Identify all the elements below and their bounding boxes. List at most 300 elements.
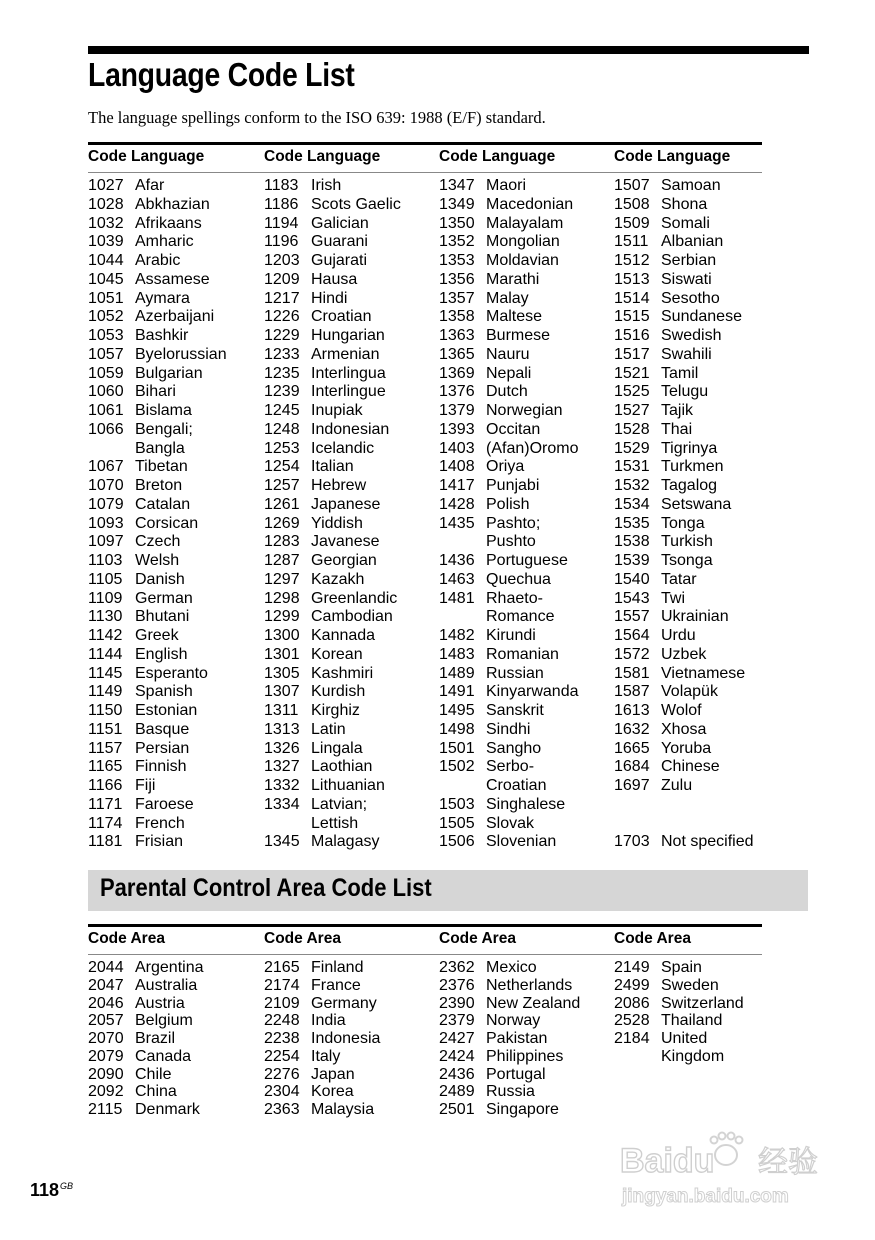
language-name-cell: Danish — [135, 570, 185, 588]
code-cell: 1516 — [614, 327, 650, 344]
language-row — [614, 515, 754, 534]
language-name-cell: Uzbek — [661, 645, 707, 663]
code-cell: 1261 — [264, 495, 300, 513]
language-name-cell: Romanian — [486, 645, 559, 663]
language-name-header: Language — [302, 148, 381, 165]
language-name-cell: Italian — [311, 458, 354, 476]
language-row — [614, 477, 754, 496]
language-row — [264, 683, 401, 702]
language-name-cell: Maltese — [486, 308, 543, 326]
language-row — [264, 740, 401, 759]
code-cell: 1703 — [614, 833, 650, 851]
language-name-cell: Telugu — [661, 383, 709, 401]
code-cell: 1130 — [88, 608, 123, 626]
language-row — [88, 683, 227, 702]
code-cell: 2046 — [88, 994, 124, 1012]
language-name-cell: Swahili — [661, 345, 712, 363]
language-name-cell: Tatar — [661, 570, 697, 588]
code-cell: 1305 — [264, 664, 300, 682]
language-name-cell: Albanian — [661, 233, 724, 251]
code-cell: 1194 — [264, 214, 299, 232]
language-name-cell: Siswati — [661, 270, 712, 288]
language-row — [439, 571, 579, 590]
language-name-cell: Nauru — [486, 345, 530, 363]
language-name-cell: Welsh — [135, 552, 180, 569]
language-row — [88, 496, 227, 515]
code-cell: 1039 — [88, 233, 124, 251]
language-row — [264, 177, 401, 196]
code-cell: 1144 — [88, 645, 123, 663]
language-row — [264, 252, 401, 271]
language-name-cell: Bulgarian — [135, 364, 203, 382]
language-row — [264, 458, 401, 477]
language-row — [614, 383, 754, 402]
language-row — [264, 796, 401, 815]
code-cell: 1613 — [614, 702, 650, 719]
language-header-col-2 — [264, 148, 380, 166]
language-name-cell: Catalan — [135, 495, 191, 513]
area-row — [88, 1048, 204, 1066]
code-cell: 2184 — [614, 1030, 650, 1047]
area-row — [614, 1048, 744, 1066]
code-cell: 1287 — [264, 552, 300, 569]
language-name-cell: Zulu — [661, 777, 693, 794]
area-name-cell: France — [311, 976, 361, 994]
language-row — [439, 402, 579, 421]
language-name-cell: Bhutani — [135, 608, 190, 626]
language-name-cell: Kinyarwanda — [486, 683, 579, 701]
language-name-cell: Portuguese — [486, 552, 568, 569]
language-row — [439, 496, 579, 515]
area-name-cell: Singapore — [486, 1101, 559, 1118]
code-cell: 2489 — [439, 1083, 475, 1101]
code-header: Code — [439, 930, 478, 947]
language-row — [614, 271, 754, 290]
language-row — [264, 646, 401, 665]
language-row — [439, 533, 579, 552]
area-name-cell: Kingdom — [661, 1047, 725, 1065]
language-row — [88, 233, 227, 252]
language-name-cell: Samoan — [661, 177, 721, 194]
language-row — [88, 533, 227, 552]
language-name-cell: Slovak — [486, 814, 535, 832]
language-name-cell: Somali — [661, 214, 710, 232]
language-row — [264, 758, 401, 777]
code-cell: 1529 — [614, 439, 650, 457]
language-row — [614, 833, 754, 852]
language-name-cell: Yoruba — [661, 739, 712, 757]
language-name-cell: Faroese — [135, 795, 194, 813]
language-row — [88, 552, 227, 571]
language-name-cell: Yiddish — [311, 514, 363, 532]
language-name-header: Language — [126, 148, 205, 165]
code-cell: 1300 — [264, 627, 300, 644]
language-name-cell: Basque — [135, 720, 190, 738]
code-cell: 1053 — [88, 327, 124, 344]
language-name-cell: Kashmiri — [311, 664, 374, 682]
code-cell: 1253 — [264, 439, 300, 457]
code-cell: 2079 — [88, 1047, 124, 1065]
code-cell: 1066 — [88, 420, 124, 438]
language-name-cell: Cambodian — [311, 608, 393, 626]
code-cell: 1052 — [88, 308, 124, 326]
code-cell: 1481 — [439, 589, 475, 607]
code-cell — [614, 815, 661, 834]
language-row — [88, 196, 227, 215]
page-title: Language Code List — [88, 56, 355, 93]
area-table-top-rule — [88, 924, 762, 927]
code-cell: 1534 — [614, 495, 650, 513]
area-row — [88, 977, 204, 995]
language-row — [439, 590, 579, 609]
code-cell: 1044 — [88, 252, 124, 269]
language-name-cell: Arabic — [135, 252, 181, 269]
area-header-col-2 — [264, 930, 341, 948]
area-name-cell: Austria — [135, 994, 185, 1012]
language-name-cell: Malagasy — [311, 833, 380, 851]
language-row — [614, 421, 754, 440]
code-cell: 2109 — [264, 994, 300, 1012]
language-name-cell: Aymara — [135, 289, 190, 307]
code-cell: 2174 — [264, 976, 300, 994]
language-row — [614, 252, 754, 271]
language-name-cell: Kazakh — [311, 570, 365, 588]
language-name-cell: Malay — [486, 289, 529, 307]
code-cell: 1057 — [88, 345, 124, 363]
language-name-cell: Assamese — [135, 270, 210, 288]
code-cell: 1332 — [264, 777, 300, 794]
code-cell: 1183 — [264, 177, 299, 194]
language-row — [264, 608, 401, 627]
code-cell: 1067 — [88, 458, 124, 476]
area-row — [439, 1101, 580, 1119]
code-cell: 2248 — [264, 1012, 300, 1030]
area-row — [88, 1083, 204, 1101]
area-name-cell: Belgium — [135, 1012, 193, 1030]
code-cell: 1097 — [88, 533, 124, 551]
language-row — [614, 665, 754, 684]
language-name-cell: Russian — [486, 664, 544, 682]
code-cell: 1491 — [439, 683, 475, 701]
language-name-cell: Turkish — [661, 533, 713, 551]
language-name-cell: Ukrainian — [661, 608, 729, 626]
code-cell: 1489 — [439, 664, 475, 682]
language-row — [88, 590, 227, 609]
language-row — [439, 758, 579, 777]
language-row — [439, 421, 579, 440]
language-column-2 — [264, 177, 401, 852]
language-name-cell: Fiji — [135, 777, 156, 794]
language-name-cell: Macedonian — [486, 195, 574, 213]
code-cell: 2376 — [439, 976, 475, 994]
code-header: Code — [88, 930, 127, 947]
language-name-cell: Afrikaans — [135, 214, 202, 232]
language-row — [439, 440, 579, 459]
code-cell: 1297 — [264, 570, 300, 588]
area-name-cell: Chile — [135, 1065, 172, 1083]
language-name-cell: Burmese — [486, 327, 551, 344]
language-name-cell: Lithuanian — [311, 777, 385, 794]
language-row — [614, 402, 754, 421]
language-name-cell: Oriya — [486, 458, 525, 476]
code-cell: 1301 — [264, 645, 300, 663]
language-row — [88, 646, 227, 665]
code-cell — [264, 815, 311, 834]
language-row — [264, 383, 401, 402]
language-column-3 — [439, 177, 579, 852]
language-name-cell: Wolof — [661, 702, 702, 719]
language-name-cell: Pashto; — [486, 514, 541, 532]
code-cell: 1564 — [614, 627, 650, 644]
code-cell: 1157 — [88, 739, 123, 757]
language-row — [614, 496, 754, 515]
code-cell: 1572 — [614, 645, 650, 663]
language-row — [264, 815, 401, 834]
language-name-cell: Armenian — [311, 345, 380, 363]
language-row — [439, 777, 579, 796]
language-name-cell: Kirundi — [486, 627, 536, 644]
language-name-cell: Galician — [311, 214, 369, 232]
code-cell: 2070 — [88, 1030, 124, 1047]
language-row — [88, 608, 227, 627]
code-cell: 1174 — [88, 814, 123, 832]
language-name-cell: Swedish — [661, 327, 722, 344]
code-cell: 1311 — [264, 702, 299, 719]
area-name-cell: Sweden — [661, 976, 719, 994]
code-cell: 1463 — [439, 570, 475, 588]
language-name-cell: Sangho — [486, 739, 542, 757]
code-cell: 1307 — [264, 683, 300, 701]
code-cell: 1393 — [439, 420, 475, 438]
language-name-cell: Tagalog — [661, 477, 718, 494]
lang-table-top-rule — [88, 142, 762, 145]
language-row — [614, 290, 754, 309]
area-row — [264, 1066, 380, 1084]
code-cell: 1369 — [439, 364, 475, 382]
code-cell: 1557 — [614, 608, 650, 626]
parental-section-title: Parental Control Area Code List — [100, 874, 432, 902]
language-row — [264, 290, 401, 309]
language-row — [614, 196, 754, 215]
language-row — [88, 346, 227, 365]
language-name-cell: Hindi — [311, 289, 348, 307]
language-row — [88, 740, 227, 759]
intro-text: The language spellings conform to the ISO 639: 1988 (E/F) standard. — [88, 108, 546, 127]
language-row — [439, 627, 579, 646]
language-row — [264, 196, 401, 215]
language-name-cell: Afar — [135, 177, 165, 194]
language-name-cell: Tajik — [661, 402, 694, 419]
language-row — [88, 402, 227, 421]
language-name-cell: Croatian — [486, 777, 547, 794]
area-name-cell: India — [311, 1012, 346, 1030]
language-row — [614, 646, 754, 665]
language-name-cell: Czech — [135, 533, 181, 551]
language-name-cell: Abkhazian — [135, 195, 210, 213]
language-name-cell: Volapük — [661, 683, 718, 701]
area-name-cell: China — [135, 1083, 177, 1101]
code-cell: 1181 — [88, 833, 123, 851]
code-cell: 1528 — [614, 420, 650, 438]
language-row — [88, 702, 227, 721]
code-cell: 1299 — [264, 608, 300, 626]
language-row — [264, 833, 401, 852]
code-cell: 1051 — [88, 289, 124, 307]
language-name-cell: Indonesian — [311, 420, 390, 438]
code-cell: 1093 — [88, 514, 124, 532]
language-name-cell: Kurdish — [311, 683, 366, 701]
language-row — [614, 552, 754, 571]
language-name-cell: Esperanto — [135, 664, 208, 682]
language-name-cell: Javanese — [311, 533, 380, 551]
top-rule — [88, 46, 809, 54]
area-name-cell: Spain — [661, 959, 702, 976]
language-name-cell: German — [135, 589, 193, 607]
area-name-cell: Finland — [311, 959, 364, 976]
language-row — [88, 308, 227, 327]
language-row — [614, 177, 754, 196]
language-row — [439, 608, 579, 627]
language-name-cell: Korean — [311, 645, 363, 663]
language-name-cell: (Afan)Oromo — [486, 439, 579, 457]
language-name-cell: Urdu — [661, 627, 696, 644]
language-name-cell: Slovenian — [486, 833, 557, 851]
area-name-cell: Pakistan — [486, 1030, 548, 1047]
code-cell: 2044 — [88, 959, 124, 976]
language-name-cell: Laothian — [311, 758, 373, 776]
language-name-cell: Japanese — [311, 495, 381, 513]
code-cell: 1356 — [439, 270, 475, 288]
code-cell: 1028 — [88, 195, 124, 213]
area-header-col-4 — [614, 930, 691, 948]
code-cell: 1151 — [88, 720, 123, 738]
language-name-cell: Latin — [311, 720, 346, 738]
language-row — [439, 515, 579, 534]
code-cell: 2427 — [439, 1030, 475, 1047]
area-name-cell: Korea — [311, 1083, 354, 1101]
area-row — [614, 959, 744, 977]
language-name-cell: Sundanese — [661, 308, 742, 326]
area-row — [264, 1048, 380, 1066]
code-cell: 2363 — [264, 1101, 300, 1118]
code-cell: 1376 — [439, 383, 475, 401]
code-cell: 1512 — [614, 252, 650, 269]
code-cell: 1269 — [264, 514, 300, 532]
area-row — [88, 995, 204, 1013]
language-name-cell: Chinese — [661, 758, 720, 776]
language-name-cell: Kirghiz — [311, 702, 360, 719]
area-row — [614, 1012, 744, 1030]
code-cell: 1061 — [88, 402, 124, 419]
code-cell: 2528 — [614, 1012, 650, 1030]
language-row — [264, 421, 401, 440]
area-row — [439, 1083, 580, 1101]
language-row — [614, 683, 754, 702]
language-row — [439, 346, 579, 365]
code-cell: 2254 — [264, 1047, 300, 1065]
area-column-1 — [88, 959, 204, 1119]
code-header: Code — [264, 148, 303, 165]
code-cell: 1535 — [614, 514, 650, 532]
language-row — [264, 477, 401, 496]
code-cell: 1254 — [264, 458, 300, 476]
code-header: Code — [264, 930, 303, 947]
language-header-col-4 — [614, 148, 730, 166]
area-name-cell: United — [661, 1030, 708, 1047]
language-name-cell: English — [135, 645, 188, 663]
language-name-cell: Bislama — [135, 402, 192, 419]
code-cell: 1145 — [88, 664, 123, 682]
code-cell: 1538 — [614, 533, 650, 551]
code-cell: 1070 — [88, 477, 124, 494]
language-row — [88, 290, 227, 309]
code-cell: 2424 — [439, 1047, 475, 1065]
language-name-cell: Tibetan — [135, 458, 188, 476]
area-row — [614, 1030, 744, 1048]
code-cell: 1350 — [439, 214, 475, 232]
code-cell: 1186 — [264, 195, 299, 213]
language-name-cell: Croatian — [311, 308, 372, 326]
language-name-cell: Corsican — [135, 514, 199, 532]
code-cell: 1032 — [88, 214, 124, 232]
code-cell: 1498 — [439, 720, 475, 738]
code-cell: 1509 — [614, 214, 650, 232]
code-cell: 1229 — [264, 327, 300, 344]
language-row — [439, 721, 579, 740]
language-row — [614, 777, 754, 796]
code-cell: 2390 — [439, 994, 475, 1012]
code-cell: 1347 — [439, 177, 475, 194]
area-row — [88, 1012, 204, 1030]
code-header: Code — [88, 148, 127, 165]
language-name-cell: Estonian — [135, 702, 198, 719]
code-cell: 1502 — [439, 758, 475, 776]
language-row — [614, 815, 754, 834]
area-name-cell: Norway — [486, 1012, 541, 1030]
language-row — [439, 458, 579, 477]
language-row — [88, 365, 227, 384]
area-name-cell: Switzerland — [661, 994, 744, 1012]
area-column-3 — [439, 959, 580, 1119]
code-cell: 1352 — [439, 233, 475, 251]
area-name-cell: Mexico — [486, 959, 537, 976]
code-cell: 1203 — [264, 252, 300, 269]
code-cell: 1334 — [264, 795, 300, 813]
code-cell: 1142 — [88, 627, 123, 644]
svg-text:jingyan.baidu.com: jingyan.baidu.com — [622, 1186, 789, 1207]
code-cell: 1505 — [439, 814, 475, 832]
language-row — [88, 571, 227, 590]
language-name-header: Language — [652, 148, 731, 165]
language-name-cell: French — [135, 814, 185, 832]
language-name-cell: Xhosa — [661, 720, 707, 738]
code-cell: 1515 — [614, 308, 650, 326]
language-row — [439, 740, 579, 759]
language-name-cell: Lettish — [311, 814, 359, 832]
code-cell: 2165 — [264, 959, 300, 976]
language-row — [439, 383, 579, 402]
area-row — [439, 977, 580, 995]
code-cell: 2047 — [88, 976, 124, 994]
language-name-cell: Setswana — [661, 495, 732, 513]
area-name-cell: Indonesia — [311, 1030, 381, 1047]
language-row — [614, 721, 754, 740]
language-name-cell: Thai — [661, 420, 693, 438]
language-name-cell: Latvian; — [311, 795, 368, 813]
code-cell: 1235 — [264, 364, 300, 382]
code-cell: 1417 — [439, 477, 475, 494]
language-row — [439, 365, 579, 384]
